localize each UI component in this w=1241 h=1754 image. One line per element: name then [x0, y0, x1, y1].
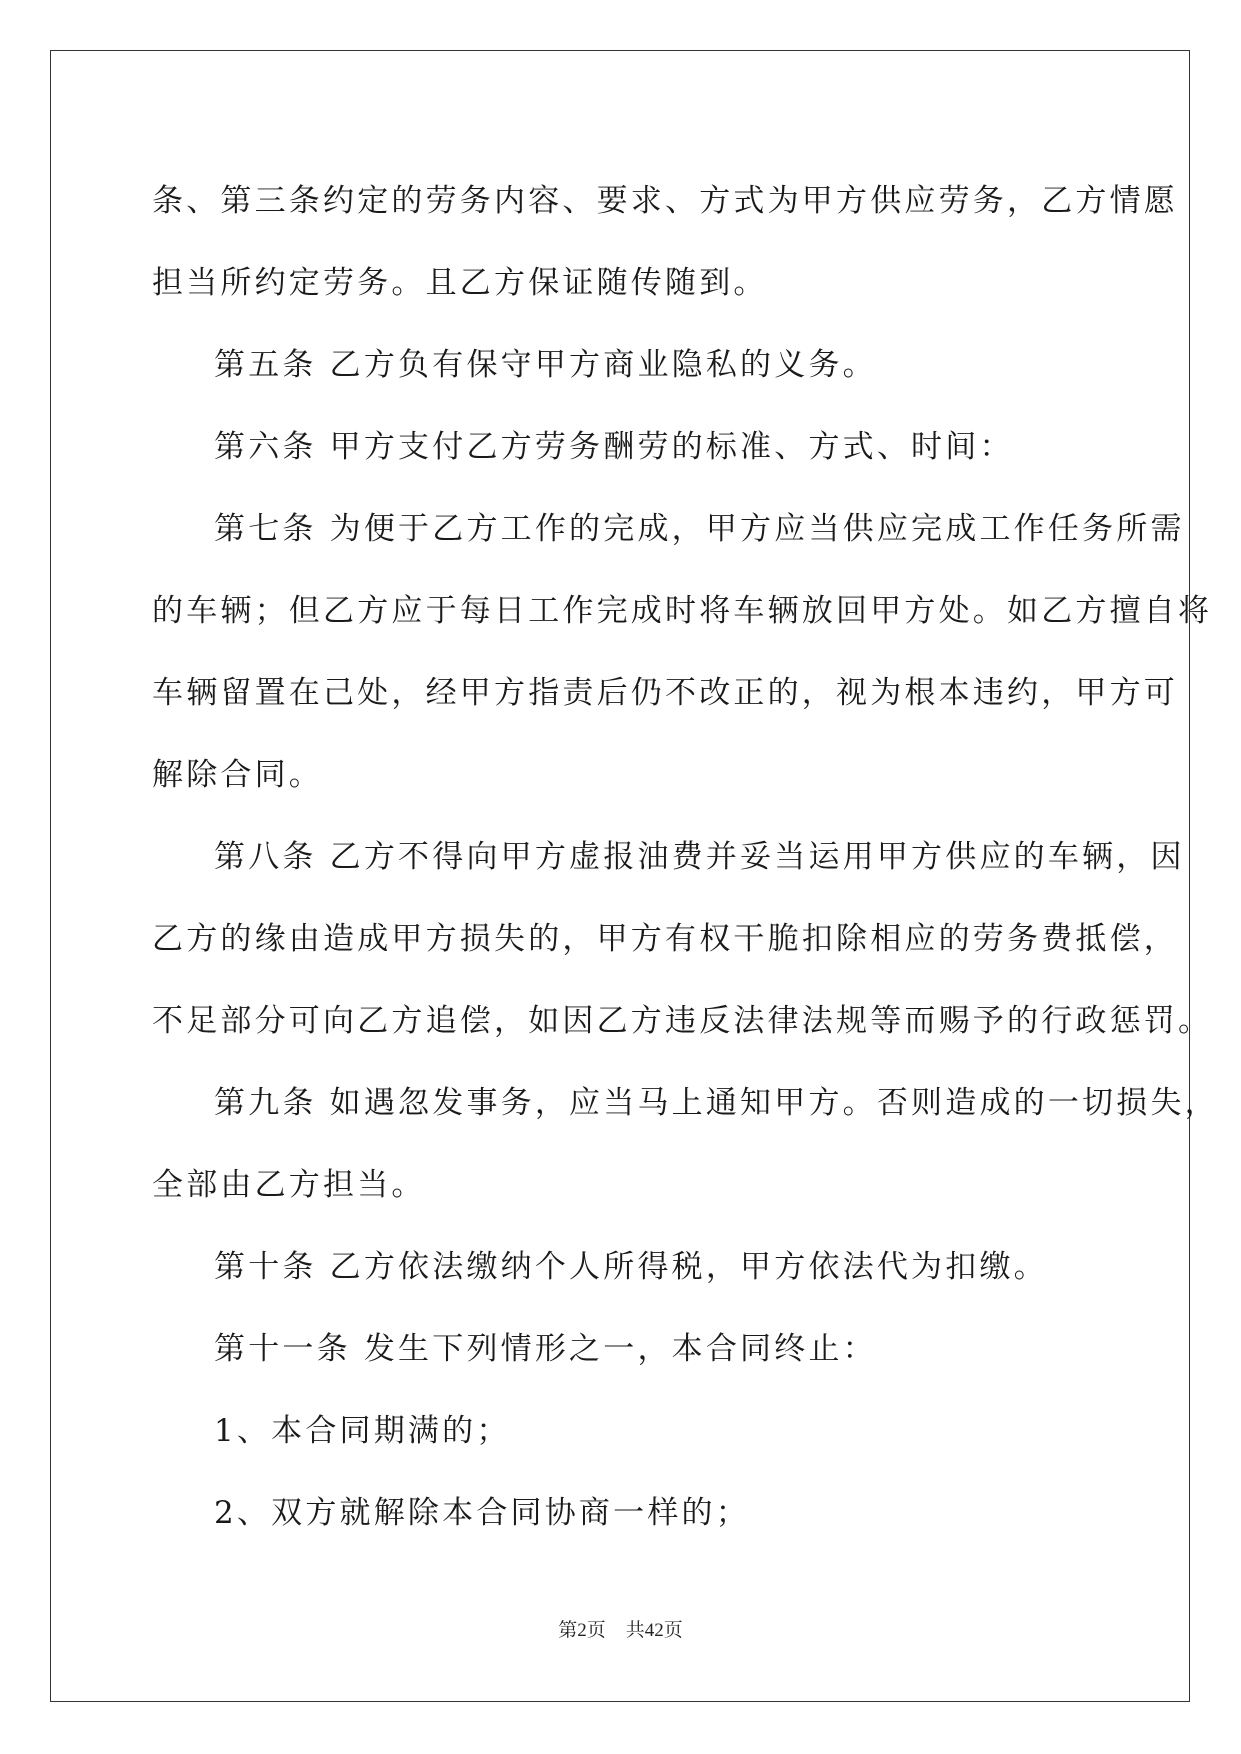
- text-line-10: 乙方的缘由造成甲方损失的，甲方有权干脆扣除相应的劳务费抵偿，: [152, 921, 1178, 957]
- text-line-4: 第六条 甲方支付乙方劳务酬劳的标准、方式、时间：: [214, 429, 1014, 465]
- text-line-1: 条、第三条约定的劳务内容、要求、方式为甲方供应劳务，乙方情愿: [152, 183, 1178, 219]
- page-number: 第2页: [558, 1620, 606, 1641]
- text-line-16: 1、本合同期满的；: [214, 1413, 511, 1449]
- page-total: 共42页: [625, 1620, 683, 1641]
- text-line-9: 第八条 乙方不得向甲方虚报油费并妥当运用甲方供应的车辆，因: [214, 839, 1185, 875]
- text-line-2: 担当所约定劳务。且乙方保证随传随到。: [152, 265, 768, 301]
- text-line-8: 解除合同。: [152, 757, 323, 793]
- text-line-7: 车辆留置在己处，经甲方指责后仍不改正的，视为根本违约，甲方可: [152, 675, 1178, 711]
- document-body: [152, 160, 1219, 1554]
- text-line-13: 全部由乙方担当。: [152, 1167, 426, 1203]
- text-line-6: 的车辆；但乙方应于每日工作完成时将车辆放回甲方处。如乙方擅自将: [152, 593, 1213, 629]
- text-line-11: 不足部分可向乙方追偿，如因乙方违反法律法规等而赐予的行政惩罚。: [152, 1003, 1213, 1039]
- text-line-15: 第十一条 发生下列情形之一，本合同终止：: [214, 1331, 877, 1367]
- text-line-5: 第七条 为便于乙方工作的完成，甲方应当供应完成工作任务所需: [214, 511, 1185, 547]
- text-line-14: 第十条 乙方依法缴纳个人所得税，甲方依法代为扣缴。: [214, 1249, 1048, 1285]
- page-footer: [0, 1615, 1241, 1642]
- text-line-17: 2、双方就解除本合同协商一样的；: [214, 1495, 750, 1531]
- text-line-3: 第五条 乙方负有保守甲方商业隐私的义务。: [214, 347, 877, 383]
- text-line-12: 第九条 如遇忽发事务，应当马上通知甲方。否则造成的一切损失，: [214, 1085, 1219, 1121]
